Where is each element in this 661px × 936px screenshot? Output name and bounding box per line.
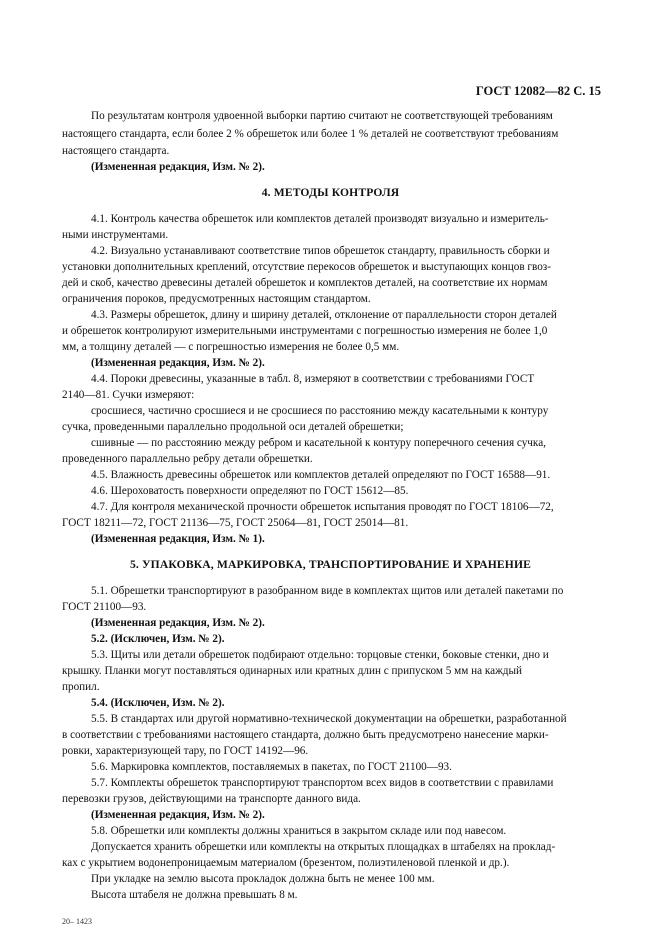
intro-line-3: настоящего стандарта.	[62, 145, 170, 157]
para-4-4-b-line-1: сшивные — по расстоянию между ребром и касательной к контуру поперечного сечения сучка,	[91, 437, 546, 449]
para-4-4-b-line-2: проведенного параллельно ребру детали обрешетки.	[62, 453, 313, 465]
para-4-7-line-1: 4.7. Для контроля механической прочности обрешеток испытания проводят по ГОСТ 18106—72,	[91, 501, 554, 513]
para-5-3-line-2: крышку. Планки могут поставляться одинарных или кратных длин с припуском 5 мм на каждый	[62, 665, 522, 677]
para-5-1-amendment-note: (Измененная редакция, Изм. № 2).	[91, 617, 265, 629]
intro-line-1: По результатам контроля удвоенной выборки партию считают не соответствующей требованиям	[91, 110, 553, 122]
intro-amendment-note: (Измененная редакция, Изм. № 2).	[91, 161, 265, 173]
section-5-title: 5. УПАКОВКА, МАРКИРОВКА, ТРАНСПОРТИРОВАНИЕ И ХРАНЕНИЕ	[129, 558, 531, 571]
para-4-7-amendment-note: (Измененная редакция, Изм. № 1).	[91, 533, 265, 545]
para-4-2-line-1: 4.2. Визуально устанавливают соответствие типов обрешеток стандарту, правильность сборки и	[91, 245, 550, 257]
para-4-3-line-3: мм, а толщину деталей — с погрешностью измерения не более 0,5 мм.	[62, 341, 400, 353]
para-4-2-line-2: установки дополнительных креплений, отсутствие перекосов обрешеток и выступающих концов гвоз-	[62, 261, 551, 273]
para-5-8-b-line-2: ках с укрытием водонепроницаемым материалом (брезентом, полиэтиленовой пленкой и др.).	[62, 857, 510, 869]
para-5-3-line-1: 5.3. Щиты или детали обрешеток подбирают отдельно: торцовые стенки, боковые стенки, дно и	[91, 649, 549, 661]
intro-line-2: настоящего стандарта, если более 2 % обрешеток или более 1 % деталей не соответствуют требованиям	[62, 128, 559, 140]
para-4-3-amendment-note: (Измененная редакция, Изм. № 2).	[91, 357, 265, 369]
para-4-1-line-2: ными инструментами.	[62, 229, 169, 241]
para-5-4: 5.4. (Исключен, Изм. № 2).	[91, 697, 225, 709]
para-5-8-b-line-1: Допускается хранить обрешетки или комплекты на открытых площадках в штабелях на проклад-	[91, 841, 556, 853]
para-5-1-line-2: ГОСТ 21100—93.	[62, 601, 147, 613]
para-5-8-c: При укладке на землю высота прокладок должна быть не менее 100 мм.	[91, 873, 435, 885]
para-5-8: 5.8. Обрешетки или комплекты должны храниться в закрытом складе или под навесом.	[91, 825, 507, 837]
para-5-6: 5.6. Маркировка комплектов, поставляемых в пакетах, по ГОСТ 21100—93.	[91, 761, 452, 773]
para-4-3-line-1: 4.3. Размеры обрешеток, длину и ширину деталей, отклонение от параллельности сторон деталей	[91, 309, 557, 321]
para-4-7-line-2: ГОСТ 18211—72, ГОСТ 21136—75, ГОСТ 25064—81, ГОСТ 25014—81.	[62, 517, 409, 529]
para-5-5-line-3: ровки, характеризующей тару, по ГОСТ 14192—96.	[62, 745, 309, 757]
para-5-5-line-2: в соответствии с требованиями настоящего стандарта, должно быть предусмотрено нанесение марки-	[62, 729, 549, 741]
para-4-4-line-2: 2140—81. Сучки измеряют:	[62, 389, 195, 401]
para-4-4-a-line-2: сучка, проведенными параллельно продольной оси деталей обрешетки;	[62, 421, 404, 433]
para-4-3-line-2: и обрешеток контролируют измерительными инструментами с погрешностью измерения не более 1,0	[62, 325, 548, 337]
para-5-7-line-2: перевозки грузов, действующими на транспорте данного вида.	[62, 793, 361, 805]
para-5-7-line-1: 5.7. Комплекты обрешеток транспортируют транспортом всех видов в соответствии с правилами	[91, 777, 554, 789]
para-4-4-a-line-1: сросшиеся, частично сросшиеся и не сросшиеся по расстоянию между касательными к контуру	[91, 405, 549, 417]
para-4-5: 4.5. Влажность древесины обрешеток или комплектов деталей определяют по ГОСТ 16588—91.	[91, 469, 551, 481]
para-4-6: 4.6. Шероховатость поверхности определяют по ГОСТ 15612—85.	[91, 485, 409, 497]
para-4-4-line-1: 4.4. Пороки древесины, указанные в табл. 8, измеряют в соответствии с требованиями ГОСТ	[91, 373, 535, 385]
para-5-7-amendment-note: (Измененная редакция, Изм. № 2).	[91, 809, 265, 821]
para-5-5-line-1: 5.5. В стандартах или другой нормативно-технической документации на обрешетки, разработанной	[91, 713, 567, 725]
para-5-8-d: Высота штабеля не должна превышать 8 м.	[91, 889, 298, 901]
page-header: ГОСТ 12082—82 С. 15	[475, 84, 601, 98]
section-4-title: 4. МЕТОДЫ КОНТРОЛЯ	[261, 186, 400, 199]
para-4-2-line-3: дей и скоб, качество древесины деталей обрешеток и комплектов деталей, на соответствие их нормам	[62, 277, 548, 289]
para-5-3-line-3: пропил.	[62, 681, 100, 693]
page-footer-code: 20– 1423	[62, 917, 92, 926]
para-4-2-line-4: ограничения пороков, предусмотренных настоящим стандартом.	[62, 293, 371, 305]
para-4-1-line-1: 4.1. Контроль качества обрешеток или комплектов деталей производят визуально и измеритель-	[91, 213, 549, 225]
para-5-2: 5.2. (Исключен, Изм. № 2).	[91, 633, 225, 645]
para-5-1-line-1: 5.1. Обрешетки транспортируют в разобранном виде в комплектах щитов или деталей пакетами по	[91, 585, 564, 597]
